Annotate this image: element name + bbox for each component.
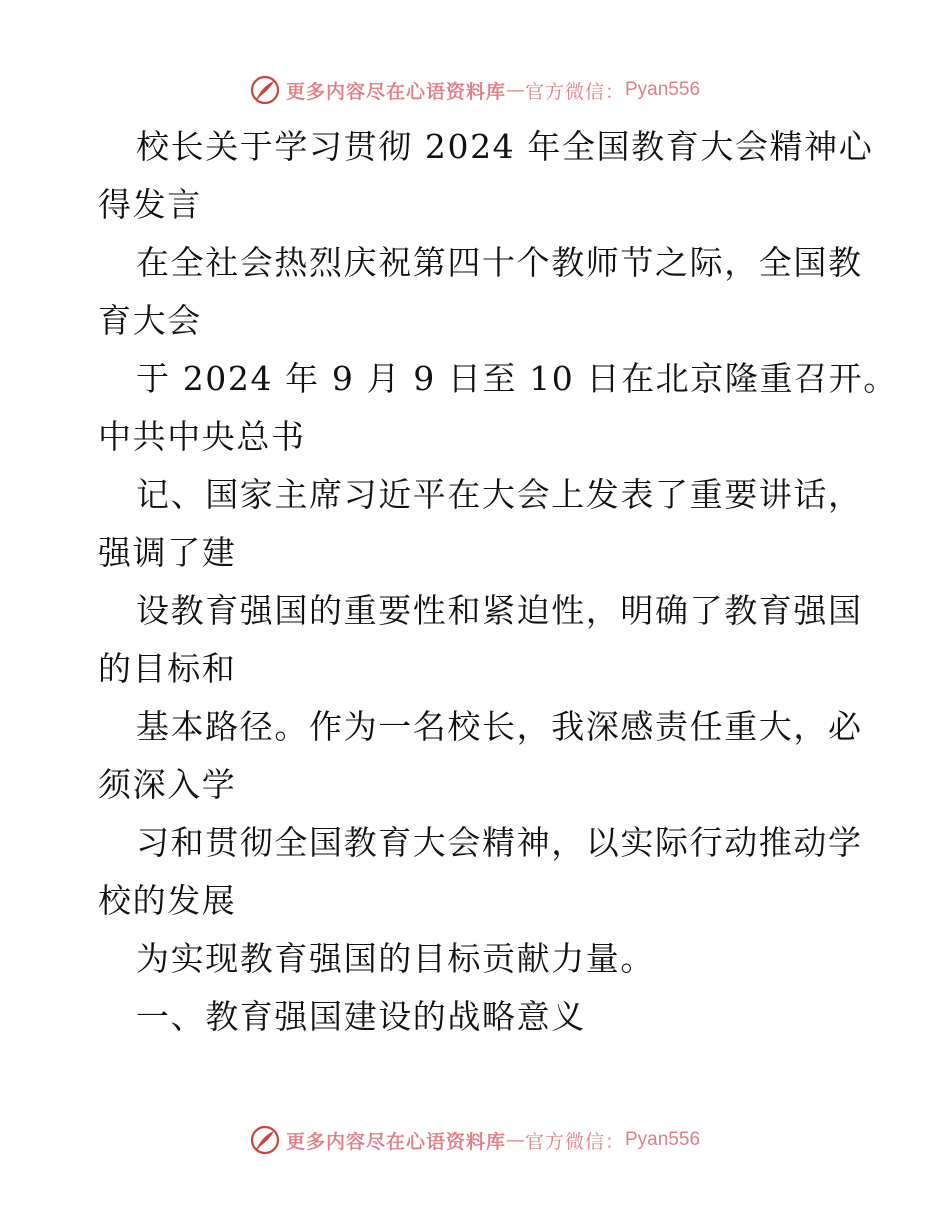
paragraph-line: 强调了建 [98,533,237,572]
paragraph-line: 基本路径。作为一名校长，我深感责任重大，必 [136,707,863,746]
document-body [98,118,898,1046]
paragraph-line: 习和贯彻全国教育大会精神，以实际行动推动学 [136,823,863,862]
paragraph-line: 于 2024 年 9 月 9 日至 10 日在北京隆重召开。 [136,359,898,398]
banner-separator: — [505,79,525,101]
paragraph-line: 中共中央总书 [98,417,306,456]
paragraph-line: 为实现教育强国的目标贡献力量。 [136,939,655,978]
banner-wechat-id: Pyan556 [625,79,701,100]
paragraph-line: 在全社会热烈庆祝第四十个教师节之际，全国教 [136,243,863,282]
quill-logo-icon [250,75,280,105]
paragraph-line: 设教育强国的重要性和紧迫性，明确了教育强国 [136,591,863,630]
paragraph-line: 记、国家主席习近平在大会上发表了重要讲话， [136,475,863,514]
banner-wechat-id: Pyan556 [625,1129,701,1150]
banner-site-text: 更多内容尽在心语资料库 [285,1130,506,1153]
header-banner [0,70,950,110]
banner-wechat-label: 官方微信： [524,1130,625,1153]
section-heading: 一、教育强国建设的战略意义 [136,997,586,1036]
paragraph-line: 的目标和 [98,649,237,688]
banner-site-text: 更多内容尽在心语资料库 [285,80,506,103]
paragraph-line: 须深入学 [98,765,237,804]
paragraph-line: 校的发展 [98,881,237,920]
document-title-line-2: 得发言 [98,185,202,224]
paragraph-line: 育大会 [98,301,202,340]
footer-banner [0,1120,950,1160]
document-title-line-1: 校长关于学习贯彻 2024 年全国教育大会精神心 [136,127,874,166]
banner-separator: — [505,1129,525,1151]
banner-wechat-label: 官方微信： [524,80,625,103]
quill-logo-icon [250,1125,280,1155]
